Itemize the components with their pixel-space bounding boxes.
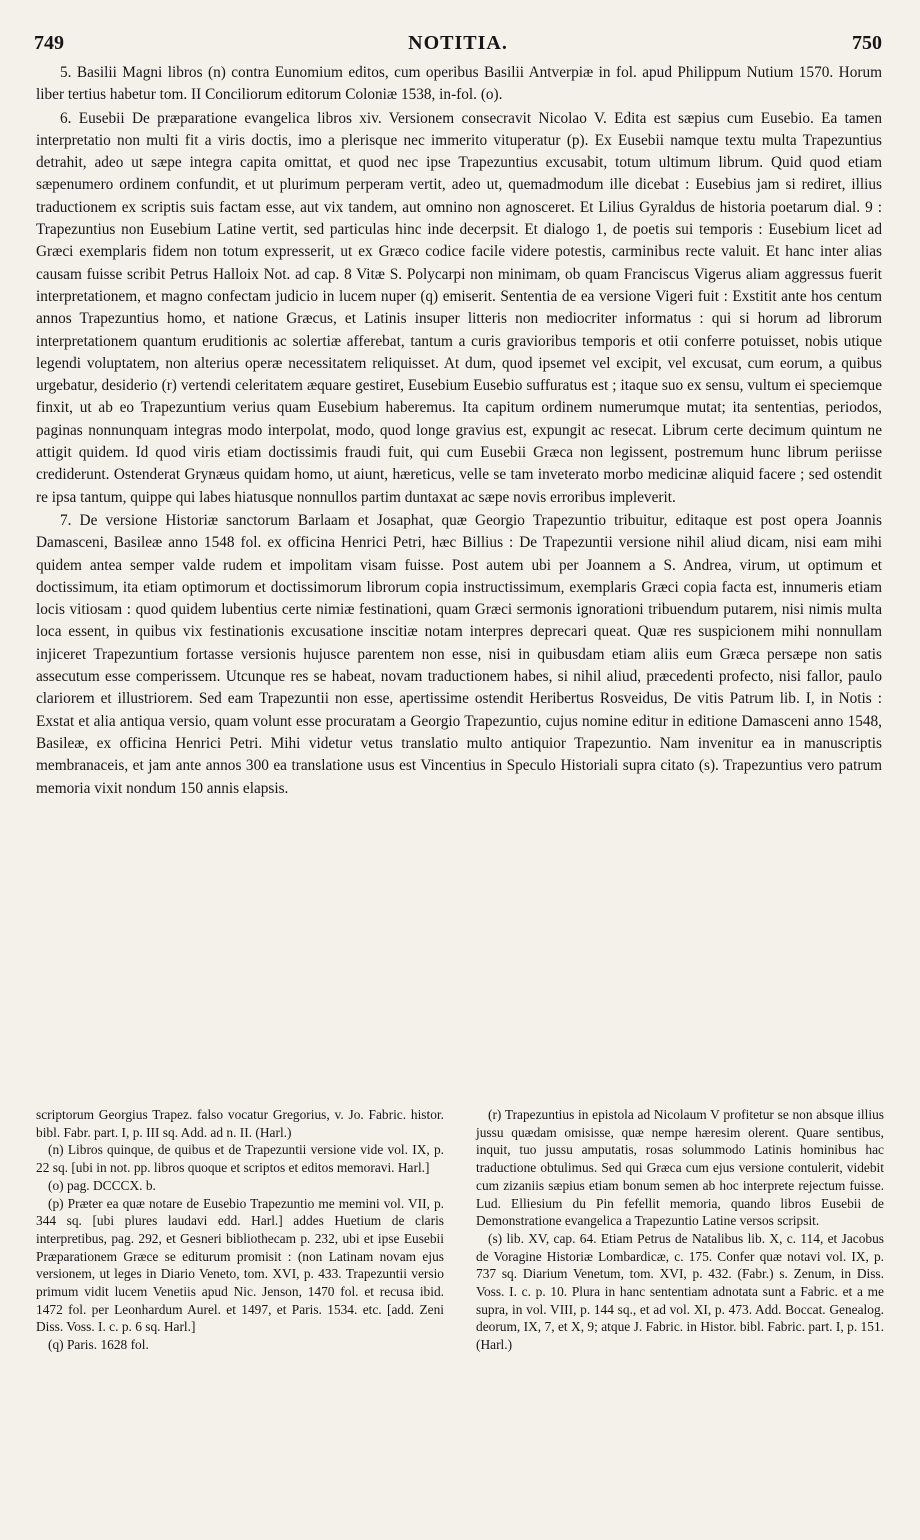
paragraph-7: 7. De versione Historiæ sanctorum Barlaam et Josaphat, quæ Georgio Trapezuntio tribuitur, editaque est post opera Joannis Damasceni, Basileæ anno 1548 fol. ex officina Henrici Petri, hæc Billius : De Trapezuntii versione nihil aliud dicam, nisi eam mihi quidem antea semper valde rudem et impolitam visam fuisse. Post autem ubi per Joannem a S. Andrea, virum, ut optimum et doctissimum, ita etiam optimorum et doctissimorum librorum copia instructissimum, exemplaris Græci copia facta est, innumeris etiam locis vitiosam : quod quidem lubentius certe nimiæ festinationi, quam Græci sermonis ignorationi tribuendum putarem, nisi nimis multa loca essent, in quibus vix festinationis excusatione inscitiæ notam interpres deprecari queat. Quæ res suspicionem mihi nonnullam injiceret Trapezuntium fortasse versionis hujusce parentem non esse, nisi in quibusdam etiam aliis eum Græca persæpe non satis assecutum esse comperissem. Utcunque res se habeat, novam traductionem habes, si nihil aliud, præcedenti profecto, nisi fallor, paulo clariorem et illustriorem. Sed eam Trapezuntii non esse, apertissime ostendit Heribertus Rosveidus, De vitis Patrum lib. I, in Notis : Exstat et alia antiqua versio, quam volunt esse procuratam a Georgio Trapezuntio, cujus nomine editur in editione Damasceni anno 1548, Basileæ, ex officina Henrici Petri. Mihi videtur vetus translatio multo antiquior Trapezuntio. Nam invenitur ea in manuscriptis membranaceis, et jam ante annos 300 ea translatione usus est Vincentius in Speculo Historiali supra citato (s). Trapezuntius vero patrum memoria vixit nondum 150 annis elapsis. — [36, 511, 882, 797]
paragraph-5: 5. Basilii Magni libros (n) contra Eunomium editos, cum operibus Basilii Antverpiæ in fol. apud Philippum Nutium 1570. Horum liber tertius habetur tom. II Conciliorum editorum Coloniæ 1538, in-fol. (o). — [36, 64, 882, 104]
right-page-number: 750 — [852, 32, 882, 54]
running-header — [34, 32, 882, 56]
footnote: (r) Trapezuntius in epistola ad Nicolaum V profitetur se non absque illius jussu quædam omisisse, quæ nempe hæresim olerent. Quare sentibus, inquit, tuo jussu amputatis, rosas solummodo Latinis hominibus hac traductione obtulimus. Sed qui Græca cum ejus versione contulerit, videbit cum zizaniis sæpius etiam bonum semen ab hoc interprete rejectum fuisse. Lud. Elliesium du Pin fefellit memoria, quando libros Eusebii de Demonstratione evangelica a Trapezuntio Latine versos scripsit. — [476, 1107, 884, 1229]
footnotes — [36, 1106, 884, 1354]
main-text — [36, 62, 882, 800]
footnote: (n) Libros quinque, de quibus et de Trapezuntii versione vide vol. IX, p. 22 sq. [ubi in not. pp. libros quoque et scriptos et editos memoravi. Harl.] — [36, 1142, 444, 1176]
footnote: (o) pag. DCCCX. b. — [48, 1177, 156, 1193]
footnote: (s) lib. XV, cap. 64. Etiam Petrus de Natalibus lib. X, c. 114, et Jacobus de Voragine Historiæ Lombardicæ, c. 175. Confer quæ notavi vol. IX, p. 737 sq. Diarium Venetum, tom. XVI, p. 432. (Fabr.) s. Zenum, in Diss. Voss. I. c. p. 10. Plura in hanc sententiam adnotata sunt a Fabric. et a me supra, in vol. VIII, p. 144 sq., et ad vol. XI, p. 473. Add. Boccat. Genealog. deorum, IX, 7, et X, 9; atque J. Fabric. in Histor. bibl. Fabric. part. I, p. 151. (Harl.) — [476, 1230, 884, 1353]
left-page-number: 749 — [34, 32, 64, 54]
paragraph-6: 6. Eusebii De præparatione evangelica libros xiv. Versionem consecravit Nicolao V. Edita est sæpius cum Eusebio. Ea tamen interpretatio non multi fit a viris doctis, imo a plerisque nec immerito vituperatur (p). Ex Eusebii namque textu multa Trapezuntius detrahit, adeo ut sæpe integra capita omittat, et quod nec ipse Trapezuntius excusabit, totum ultimum librum. Quid quod etiam sæpenumero ordinem confundit, et ut plurimum perperam vertit, adeo ut, quemadmodum ille dicebat : Eusebius jam si rediret, illius traductionem ex scriptis suis factam esse, aut vix tandem, aut omnino non agnosceret. Et Lilius Gyraldus de historia poetarum dial. 9 : Trapezuntius non Eusebium Latine vertit, sed particulas hinc inde decerpsit. Et dialogo 1, de poetis sui temporis : Eusebium licet ad Græci exemplaris fidem non totum expresserit, ut ex Græco codice facile videre potestis, carminibus recte valuit. Et hanc inter alias causam fuisse scribit Petrus Halloix Not. ad cap. 8 Vitæ S. Polycarpi non minimam, ob quam Franciscus Vigerus aliam aggressus fuerit interpretationem, et magno confectam judicio in lucem nuper (q) emiserit. Sententia de ea versione Vigeri fuit : Exstitit ante hos centum annos Trapezuntius homo, et natione Græcus, et Latinis insuper litteris non mediocriter informatus : qui si horum ad librorum interpretationem quantum eruditionis ac solertiæ afferebat, tantum a curis gravioribus temporis et otii conferre potuisset, nobis utique legendi voluptatem, non alterius operæ necessitatem reliquisset. At dum, quod ipsemet vel excipit, vel excusat, cum eorum, a quibus urgebatur, desiderio (r) vertendi celeritatem æquare gestiret, Eusebium Eusebio suffuratus est ; itaque suo ex sensu, vultum ei speciemque finxit, ut ab eo Trapezuntium verius quam Eusebium haberemus. Ita capitum ordinem numerumque mutat; ita sententias, periodos, paginas nonnunquam integras modo interpolat, modo, quod longe gravius est, expungit ac resecat. Librum certe decimum quintum ne attigit quidem. Id quod viris etiam doctissimis fraudi fuit, qui cum Eusebii Græca non legissent, postremum hunc librum periisse crediderunt. Ostenderat Grynæus quidam homo, ut aiunt, hæreticus, velle se tam inveterato morbo medicinæ aliquid facere ; sed ostendit re ipsa tantum, quippe qui labes hiatusque nonnullos partim duntaxat ac sæpe novis erroribus impleverit. — [36, 109, 882, 506]
footnote: (q) Paris. 1628 fol. — [48, 1337, 149, 1353]
running-title: NOTITIA. — [408, 32, 508, 54]
footnotes-left-column — [36, 1106, 444, 1354]
footnote: (p) Præter ea quæ notare de Eusebio Trapezuntio me memini vol. VII, p. 344 sq. [ubi plures laudavi edd. Harl.] addes Huetium de claris interpretibus, pag. 292, et Gesneri bibliothecam p. 232, ubi et ipse Eusebii Præparationem Græce se editurum promisit : (non Latinam novam ejus versionem, ut leges in Diario Veneto, tom. XVI, p. 433. Trapezuntii versio primum vidit lucem Venetiis apud Nic. Jenson, 1470 fol. et recusa ibid. 1472 fol. per Leonhardum Aurel. et 1497, et Paris. 1534. etc. [add. Zeni Diss. Voss. I. c. p. 6 sq. Harl.] — [36, 1195, 444, 1335]
footnote: scriptorum Georgius Trapez. falso vocatur Gregorius, v. Jo. Fabric. histor. bibl. Fabr. part. I, p. III sq. Add. ad n. II. (Harl.) — [36, 1107, 444, 1140]
footnotes-right-column — [476, 1106, 884, 1354]
